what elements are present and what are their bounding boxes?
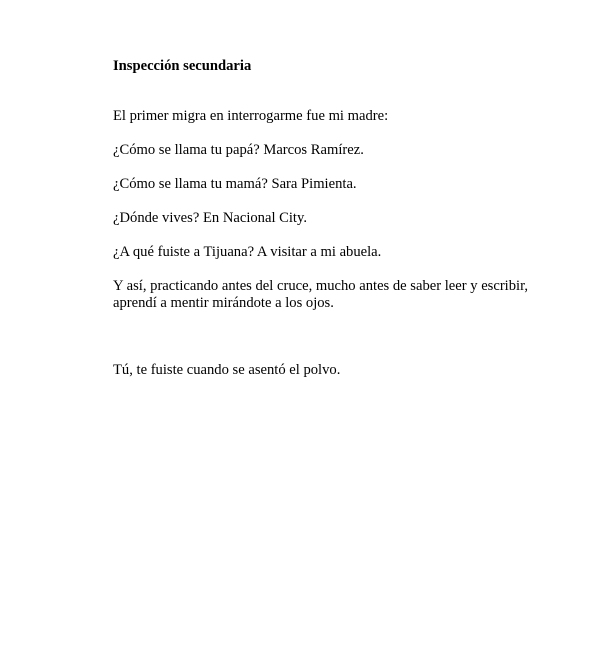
poem-line-2: ¿Cómo se llama tu papá? Marcos Ramírez. [113, 142, 364, 158]
poem-line-5: ¿A qué fuiste a Tijuana? A visitar a mi abuela. [113, 244, 382, 260]
poem-stanza-final: Y así, practicando antes del cruce, mucho antes de saber leer y escribir, aprendí a mentir mirándote a los ojos. [113, 278, 529, 311]
poem-line-1: El primer migra en interrogarme fue mi madre: [113, 108, 389, 124]
poem-closing-line: Tú, te fuiste cuando se asentó el polvo. [113, 362, 341, 378]
poem-line-3: ¿Cómo se llama tu mamá? Sara Pimienta. [113, 176, 357, 192]
poem-line-4: ¿Dónde vives? En Nacional City. [113, 210, 307, 226]
poem-body [113, 58, 533, 396]
poem-title: Inspección secundaria [113, 58, 252, 74]
